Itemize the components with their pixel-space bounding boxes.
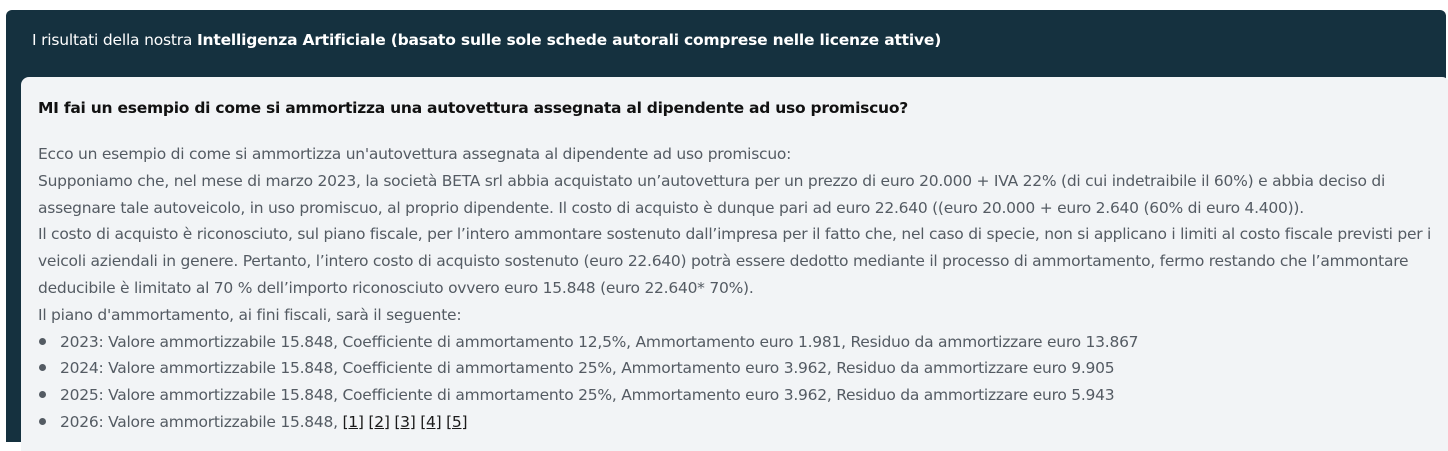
bullet-icon [39,364,46,371]
list-item [60,409,1442,436]
reference-link-5[interactable]: [5] [446,412,468,431]
answer-paragraph: Supponiamo che, nel mese di marzo 2023, la società BETA srl abbia acquistato un’autovettura per un prezzo di euro 20.000 + IVA 22% (di cui indetraibile il 60%) e abbia deciso di assegnare tale autoveicolo, in uso promiscuo, al proprio dipendente. Il costo di acquisto è dunque pari ad euro 22.640 ((euro 20.000 + euro 2.640 (60% di euro 4.400)). [38,171,1386,217]
list-item [60,329,1442,356]
question-text: MI fai un esempio di come si ammortizza una autovettura assegnata al dipendente ad uso promiscuo? [38,99,908,117]
reference-link-3[interactable]: [3] [394,412,416,431]
answer-paragraph: Il costo di acquisto è riconosciuto, sul piano fiscale, per l’intero ammontare sostenuto dall’impresa per il fatto che, nel caso di specie, non si applicano i limiti al costo fiscale previsti per i veicoli aziendali in genere. Pertanto, l’intero costo di acquisto sostenuto (euro 22.640) potrà essere dedotto mediante il processo di ammortamento, fermo restando che l’ammontare deducibile è limitato al 70 % dell’importo riconosciuto ovvero euro 15.848 (euro 22.640* 70%). [38,225,1432,297]
list-item-text: 2023: Valore ammortizzabile 15.848, Coefficiente di ammortamento 12,5%, Ammortamento euro 1.981, Residuo da ammortizzare euro 13.867 [60,332,1139,351]
header-bold-title: Intelligenza Artificiale (basato sulle sole schede autorali comprese nelle licenze attive) [196,31,942,49]
amortization-list [38,329,1442,436]
answer-body [38,141,1442,436]
answer-card [21,77,1448,451]
answer-paragraph: Il piano d'ammortamento, ai fini fiscali, sarà il seguente: [38,305,462,324]
bullet-icon [39,418,46,425]
answer-paragraph: Ecco un esempio di come si ammortizza un'autovettura assegnata al dipendente ad uso promiscuo: [38,145,792,163]
panel-header [32,31,941,49]
reference-link-1[interactable]: [1] [342,412,364,431]
ai-results-panel [6,10,1446,442]
list-item-text: 2024: Valore ammortizzabile 15.848, Coefficiente di ammortamento 25%, Ammortamento euro 3.962, Residuo da ammortizzare euro 9.905 [60,359,1115,378]
reference-link-4[interactable]: [4] [420,412,442,431]
list-item [60,382,1442,409]
list-item-text: 2026: Valore ammortizzabile 15.848, [60,412,343,431]
list-item-text: 2025: Valore ammortizzabile 15.848, Coefficiente di ammortamento 25%, Ammortamento euro 3.962, Residuo da ammortizzare euro 5.943 [60,386,1115,405]
bullet-icon [39,391,46,398]
list-item [60,355,1442,382]
reference-link-2[interactable]: [2] [368,412,390,431]
bullet-icon [39,338,46,345]
header-prefix: I risultati della nostra [32,31,197,49]
